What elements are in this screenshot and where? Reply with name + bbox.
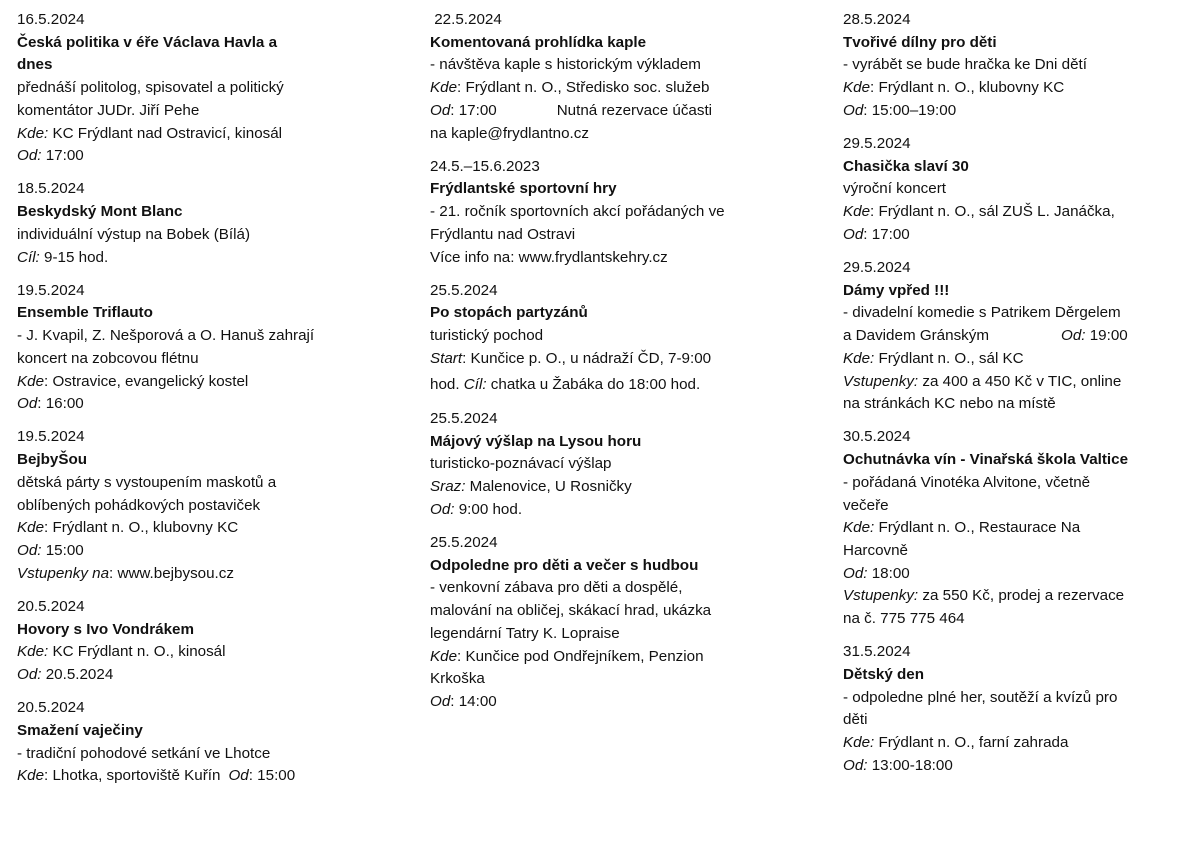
tickets-value: za 400 a 450 Kč v TIC, online (918, 372, 1122, 390)
event-sport-hry (430, 156, 775, 270)
time-value: 17:00 (41, 147, 84, 165)
event-time (430, 691, 775, 714)
column-2 (430, 9, 775, 724)
event-date: 22.5.2024 (430, 11, 502, 28)
time-value: : 17:00 (863, 225, 910, 243)
start-label: Start (430, 349, 463, 367)
event-desc: - divadelní komedie s Patrikem Děrgelem (843, 304, 1121, 322)
event-desc-cont: oblíbených pohádkových postaviček (17, 496, 261, 514)
event-desc: - J. Kvapil, Z. Nešporová a O. Hanuš zahrají (17, 327, 315, 345)
event-title: Hovory s Ivo Vondrákem (17, 620, 194, 638)
event-22-5 (430, 9, 775, 145)
location-label: Kde: (843, 349, 875, 367)
location-value: : Frýdlant n. O., klubovny KC (870, 79, 1065, 97)
event-goal (430, 371, 775, 398)
event-time (430, 499, 775, 522)
time-value: 19:00 (1085, 327, 1128, 345)
goal-label: Cíl: (17, 248, 40, 266)
event-location (17, 371, 337, 394)
location-label: Kde (17, 519, 45, 537)
event-time (17, 540, 337, 563)
event-title-cont: dnes (17, 56, 53, 74)
event-location-time (17, 765, 337, 788)
location-value: : Kunčice pod Ondřejníkem, Penzion (457, 647, 704, 665)
location-label: Kde: (843, 734, 875, 752)
event-29-5-damy (843, 257, 1173, 416)
location-value: : Frýdlant n. O., sál ZUŠ L. Janáčka, (870, 203, 1115, 221)
event-31-5 (843, 641, 1173, 777)
event-desc: - odpoledne plné her, soutěží a kvízů pro (843, 688, 1118, 706)
time-label: Od: (843, 756, 868, 774)
event-desc: turistický pochod (430, 327, 544, 345)
event-title: Májový výšlap na Lysou horu (430, 432, 642, 450)
event-date: 31.5.2024 (843, 643, 911, 661)
event-desc-cont: legendární Tatry K. Lopraise (430, 624, 620, 642)
event-location (17, 641, 337, 664)
time-value: : 15:00 (248, 767, 296, 785)
event-title: Komentovaná prohlídka kaple (430, 33, 647, 51)
event-title: Tvořivé dílny pro děti (843, 33, 997, 51)
event-time (843, 755, 1173, 778)
tickets-label: Vstupenky na (17, 564, 110, 582)
event-19-5-bejbysou (17, 426, 337, 585)
column-1 (17, 9, 337, 799)
time-label: Od (228, 767, 249, 785)
event-desc-cont: Frýdlantu nad Ostravi (430, 225, 576, 243)
event-date: 28.5.2024 (843, 11, 911, 28)
event-title: Chasička slaví 30 (843, 157, 969, 175)
event-location-cont: Harcovně (843, 541, 908, 559)
goal-value: chatka u Žabáka do 18:00 hod. (486, 375, 701, 393)
event-desc: přednáší politolog, spisovatel a politický (17, 79, 284, 97)
event-date: 25.5.2024 (430, 281, 498, 299)
time-label: Od: (843, 564, 868, 582)
column-3 (843, 9, 1173, 788)
event-desc-cont: děti (843, 711, 868, 729)
event-25-5-odpoledne (430, 532, 775, 714)
event-location-cont: Krkoška (430, 670, 485, 688)
time-label: Od: (17, 541, 42, 559)
event-date: 29.5.2024 (843, 259, 911, 277)
event-location (17, 517, 337, 540)
location-value: KC Frýdlant nad Ostravicí, kinosál (48, 124, 283, 142)
event-location (430, 646, 775, 669)
event-title: Dámy vpřed !!! (843, 281, 950, 299)
event-location (843, 77, 1173, 100)
event-desc: - tradiční pohodové setkání ve Lhotce (17, 744, 271, 762)
location-label: Kde (430, 647, 458, 665)
time-value: 15:00 (41, 541, 84, 559)
location-label: Kde (843, 79, 871, 97)
event-goal (17, 247, 337, 270)
event-28-5 (843, 9, 1173, 123)
event-desc: - 21. ročník sportovních akcí pořádaných ve (430, 203, 725, 221)
time-label: Od: (17, 147, 42, 165)
event-title: Ochutnávka vín - Vinařská škola Valtice (843, 451, 1129, 469)
event-16-5 (17, 9, 337, 168)
event-date: 24.5.–15.6.2023 (430, 157, 540, 175)
event-title: Po stopách partyzánů (430, 304, 588, 322)
event-19-5-triflauto (17, 280, 337, 416)
event-25-5-lysa-hora (430, 408, 775, 522)
event-date: 16.5.2024 (17, 11, 85, 28)
event-date: 29.5.2024 (843, 135, 911, 153)
location-label: Kde: (17, 124, 49, 142)
location-value: Frýdlant n. O., Restaurace Na (874, 519, 1081, 537)
meeting-label: Sraz: (430, 478, 466, 496)
event-desc: dětská párty s vystoupením maskotů a (17, 473, 277, 491)
time-label: Od (17, 395, 38, 413)
location-value: : Frýdlant n. O., Středisko soc. služeb (457, 79, 710, 97)
goal-value: 9-15 hod. (39, 248, 109, 266)
reservation-email: na kaple@frydlantno.cz (430, 124, 589, 142)
event-location (843, 201, 1173, 224)
hod-text: hod. (430, 375, 464, 393)
event-location (843, 348, 1173, 371)
location-label: Kde (430, 79, 458, 97)
event-desc: - návštěva kaple s historickým výkladem (430, 56, 701, 74)
event-time (17, 664, 337, 687)
event-desc: turisticko-poznávací výšlap (430, 455, 612, 473)
reservation-note: Nutná rezervace účasti (556, 101, 713, 119)
time-label: Od: (430, 500, 455, 518)
event-info: Více info na: www.frydlantskehry.cz (430, 248, 668, 266)
time-value: 18:00 (867, 564, 910, 582)
time-value: : 14:00 (450, 692, 497, 710)
event-date: 20.5.2024 (17, 597, 85, 615)
location-value: : Ostravice, evangelický kostel (44, 372, 249, 390)
location-value: : Frýdlant n. O., klubovny KC (44, 519, 239, 537)
event-time (843, 563, 1173, 586)
event-location (430, 77, 775, 100)
time-label: Od (843, 101, 864, 119)
event-location (843, 732, 1173, 755)
event-20-5-hovory (17, 596, 337, 687)
time-value: : 17:00 (450, 101, 497, 119)
tickets-label: Vstupenky: (843, 587, 919, 605)
event-desc: - vyrábět se bude hračka ke Dni dětí (843, 56, 1087, 74)
event-title: Česká politika v éře Václava Havla a (17, 33, 278, 51)
event-20-5-vajecina (17, 697, 337, 788)
time-label: Od (430, 692, 451, 710)
event-time (17, 393, 337, 416)
event-25-5-partyzani (430, 280, 775, 398)
event-date: 19.5.2024 (17, 428, 85, 446)
location-label: Kde: (17, 643, 49, 661)
goal-label: Cíl: (463, 375, 487, 393)
time-label: Od: (1061, 327, 1086, 345)
location-value: Frýdlant n. O., farní zahrada (874, 734, 1069, 752)
event-desc-cont: večeře (843, 496, 889, 514)
location-label: Kde (843, 203, 871, 221)
event-title: Frýdlantské sportovní hry (430, 180, 617, 198)
event-time (843, 224, 1173, 247)
event-date: 25.5.2024 (430, 410, 498, 428)
location-label: Kde (17, 372, 45, 390)
event-date: 19.5.2024 (17, 281, 85, 299)
time-value: : 15:00–19:00 (863, 101, 957, 119)
time-value: 13:00-18:00 (867, 756, 953, 774)
tickets-value: : www.bejbysou.cz (109, 564, 234, 582)
event-desc-time (843, 325, 1173, 348)
event-location (843, 517, 1173, 540)
event-tickets (17, 563, 337, 586)
event-desc-cont: malování na obličej, skákací hrad, ukázka (430, 602, 712, 620)
tickets-label: Vstupenky: (843, 372, 919, 390)
event-time (843, 100, 1173, 123)
event-time-note (430, 100, 775, 123)
time-value: 20.5.2024 (41, 665, 114, 683)
event-30-5 (843, 426, 1173, 630)
event-date: 20.5.2024 (17, 699, 85, 717)
event-tickets (843, 371, 1173, 394)
event-desc-cont: koncert na zobcovou flétnu (17, 349, 199, 367)
event-title: BejbyŠou (17, 451, 88, 469)
meeting-value: Malenovice, U Rosničky (465, 478, 632, 496)
event-date: 18.5.2024 (17, 180, 85, 198)
event-time (17, 145, 337, 168)
time-label: Od (843, 225, 864, 243)
event-title: Odpoledne pro děti a večer s hudbou (430, 556, 699, 574)
event-desc: - venkovní zábava pro děti a dospělé, (430, 579, 683, 597)
location-label: Kde (17, 767, 45, 785)
event-desc: výroční koncert (843, 180, 946, 198)
event-tickets-cont: na stránkách KC nebo na místě (843, 395, 1056, 413)
event-tickets-cont: na č. 775 775 464 (843, 610, 965, 628)
event-title: Ensemble Triflauto (17, 304, 153, 322)
event-date: 25.5.2024 (430, 534, 498, 552)
time-value: : 16:00 (37, 395, 84, 413)
event-title: Smažení vaječiny (17, 721, 143, 739)
time-value: 9:00 hod. (454, 500, 523, 518)
location-value: Frýdlant n. O., sál KC (874, 349, 1024, 367)
event-meeting (430, 476, 775, 499)
location-value: KC Frýdlant n. O., kinosál (48, 643, 226, 661)
event-start (430, 348, 775, 371)
event-title: Beskydský Mont Blanc (17, 203, 183, 221)
event-desc: individuální výstup na Bobek (Bílá) (17, 225, 251, 243)
event-date: 30.5.2024 (843, 428, 911, 446)
time-label: Od (430, 101, 451, 119)
event-title: Dětský den (843, 665, 925, 683)
location-label: Kde: (843, 519, 875, 537)
event-location (17, 123, 337, 146)
tickets-value: za 550 Kč, prodej a rezervace (918, 587, 1125, 605)
time-label: Od: (17, 665, 42, 683)
event-18-5 (17, 178, 337, 269)
event-desc-cont: komentátor JUDr. Jiří Pehe (17, 101, 200, 119)
event-tickets (843, 585, 1173, 608)
location-value: : Lhotka, sportoviště Kuřín (44, 767, 221, 785)
event-desc: - pořádaná Vinotéka Alvitone, včetně (843, 473, 1091, 491)
event-29-5-chasicka (843, 133, 1173, 247)
event-desc-cont: a Davidem Gránským (843, 327, 990, 345)
start-value: : Kunčice p. O., u nádraží ČD, 7-9:00 (462, 349, 712, 367)
